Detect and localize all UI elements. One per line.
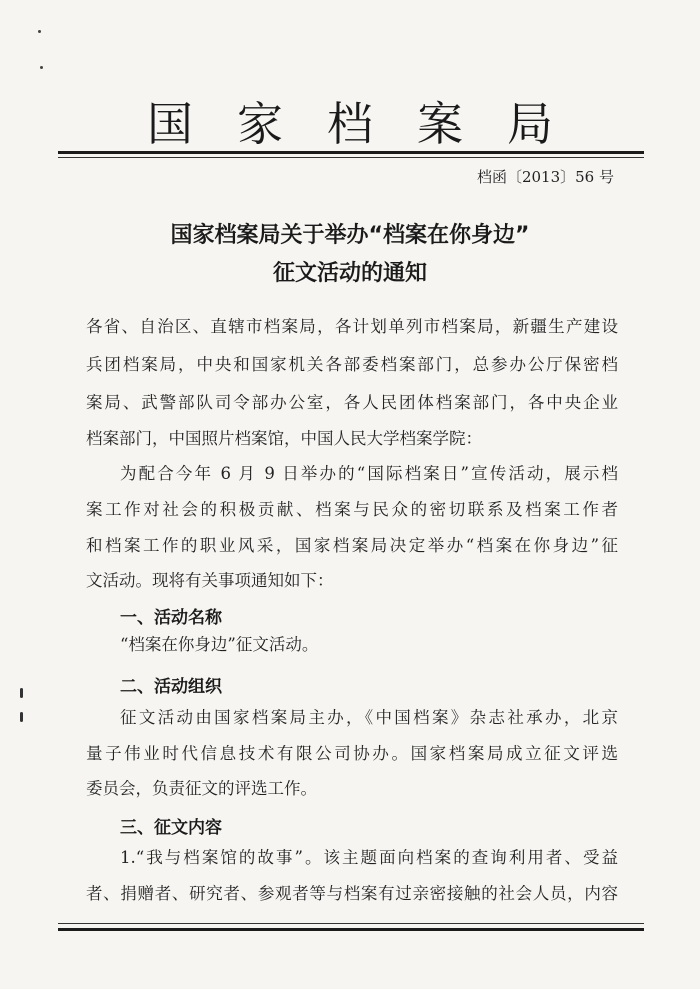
recipients-line: 案局、武警部队司令部办公室，各人民团体档案部门，各中央企业 xyxy=(86,393,618,412)
section2-line: 量子伟业时代信息技术有限公司协办。国家档案局成立征文评选 xyxy=(86,744,618,763)
document-title-line2: 征文活动的通知 xyxy=(272,261,427,286)
section3-line: 1.“我与档案馆的故事”。该主题面向档案的查询利用者、受益 xyxy=(120,848,618,867)
scan-speck xyxy=(38,30,41,33)
document-number: 档函〔2013〕56 号 xyxy=(476,168,614,186)
footer-rule-thick xyxy=(58,928,644,931)
section2-line: 征文活动由国家档案局主办，《中国档案》杂志社承办，北京 xyxy=(120,708,618,727)
binding-mark xyxy=(20,712,23,722)
intro-line: 文活动。现将有关事项通知如下： xyxy=(86,571,334,590)
section2-line: 委员会，负责征文的评选工作。 xyxy=(86,779,317,798)
agency-header: 国家档案局 xyxy=(147,97,597,151)
recipients-line: 兵团档案局，中央和国家机关各部委档案部门，总参办公厅保密档 xyxy=(86,355,618,374)
recipients-line: 档案部门，中国照片档案馆，中国人民大学档案学院： xyxy=(86,429,482,448)
intro-line: 案工作对社会的积极贡献、档案与民众的密切联系及档案工作者 xyxy=(86,500,618,519)
footer-rule-thin xyxy=(58,923,644,924)
section1-line: “档案在你身边”征文活动。 xyxy=(120,635,319,654)
header-rule-thick xyxy=(58,151,644,154)
recipients-line: 各省、自治区、直辖市档案局，各计划单列市档案局，新疆生产建设 xyxy=(86,317,618,336)
intro-line: 为配合今年 6 月 9 日举办的“国际档案日”宣传活动，展示档 xyxy=(120,464,618,483)
scan-speck xyxy=(40,66,43,69)
document-title-line1: 国家档案局关于举办“档案在你身边” xyxy=(170,223,530,248)
section-heading-3: 三、征文内容 xyxy=(120,818,222,838)
intro-line: 和档案工作的职业风采，国家档案局决定举办“档案在你身边”征 xyxy=(86,536,618,555)
section-heading-2: 二、活动组织 xyxy=(120,677,222,697)
header-rule-thin xyxy=(58,157,644,158)
section-heading-1: 一、活动名称 xyxy=(120,608,222,628)
section3-line: 者、捐赠者、研究者、参观者等与档案有过亲密接触的社会人员，内容 xyxy=(86,884,618,903)
binding-mark xyxy=(20,688,23,698)
